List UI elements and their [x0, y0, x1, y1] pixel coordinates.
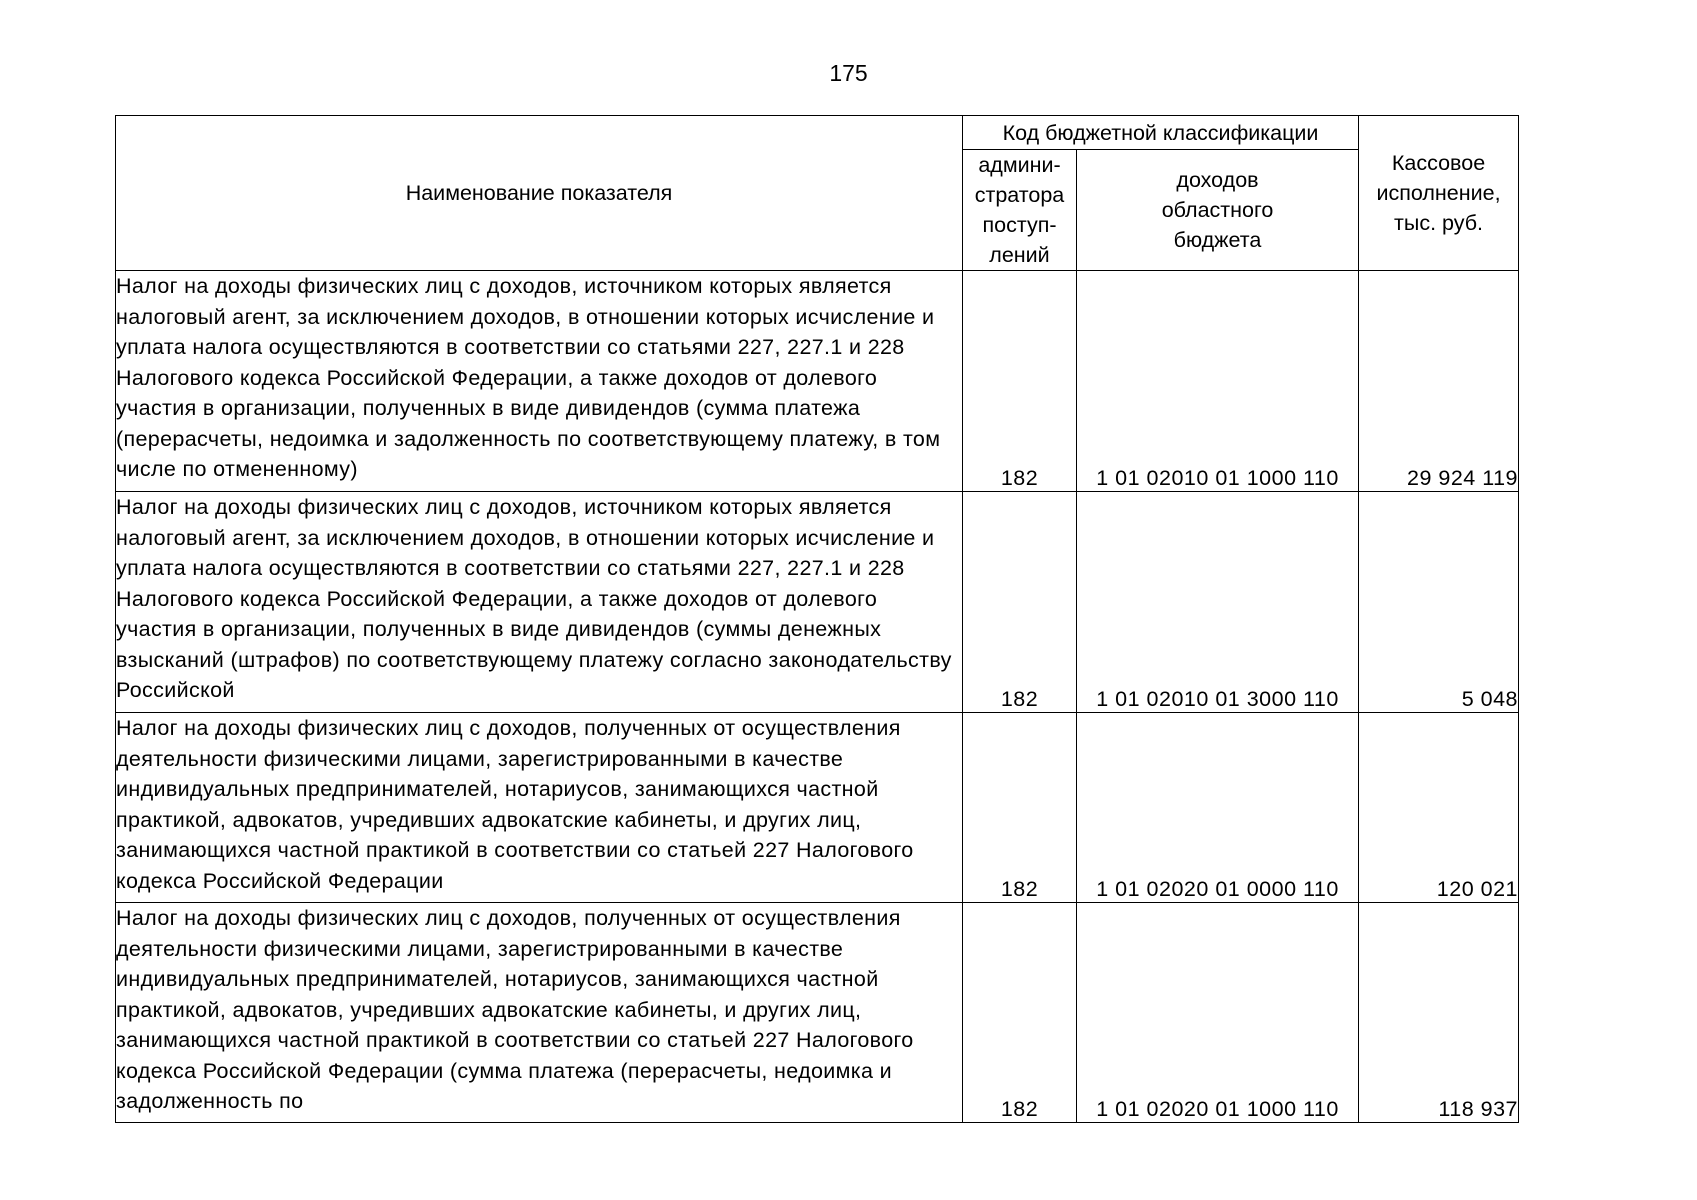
row-admin-code: 182 [963, 271, 1077, 492]
budget-table [115, 115, 1519, 1123]
header-income: доходов областного бюджета [1077, 150, 1359, 271]
row-budget-code: 1 01 02020 01 0000 110 [1077, 713, 1359, 903]
row-indicator-name [116, 492, 963, 713]
row-indicator-text: Налог на доходы физических лиц с доходов, источником которых является налоговый агент, за исключением доходов, в отношении которых исчисление и уплата налога осуществляются в соответствии со статьями 227, 227.1 и 228 Налогового кодекса Российской Федерации, а также доходов от долевого участия в организации, полученных в виде дивидендов (сумма платежа (перерасчеты, недоимка и задолженность по соответствующему платежу, в том числе по отмененному) [116, 274, 941, 481]
row-amount: 5 048 [1359, 492, 1519, 713]
row-admin-code: 182 [963, 903, 1077, 1123]
row-indicator-name [116, 903, 963, 1123]
header-admin: админи- стратора поступ- лений [963, 150, 1077, 271]
row-amount: 120 021 [1359, 713, 1519, 903]
page-number: 175 [829, 60, 868, 86]
table-row [116, 271, 1519, 492]
header-indicator-name: Наименование показателя [116, 116, 963, 271]
row-budget-code: 1 01 02010 01 3000 110 [1077, 492, 1359, 713]
header-row-top [116, 116, 1519, 150]
table-row [116, 492, 1519, 713]
header-cash-execution: Кассовое исполнение, тыс. руб. [1359, 116, 1519, 271]
table-row [116, 903, 1519, 1123]
row-amount: 118 937 [1359, 903, 1519, 1123]
row-admin-code: 182 [963, 713, 1077, 903]
table-row [116, 713, 1519, 903]
row-budget-code: 1 01 02010 01 1000 110 [1077, 271, 1359, 492]
row-indicator-name [116, 713, 963, 903]
row-indicator-name [116, 271, 963, 492]
row-indicator-text: Налог на доходы физических лиц с доходов, полученных от осуществления деятельности физическими лицами, зарегистрированными в качестве индивидуальных предпринимателей, нотариусов, занимающихся частной практикой, адвокатов, учредивших адвокатские кабинеты, и других лиц, занимающихся частной практикой в соответствии со статьей 227 Налогового кодекса Российской Федерации [116, 716, 914, 893]
row-indicator-text: Налог на доходы физических лиц с доходов, источником которых является налоговый агент, за исключением доходов, в отношении которых исчисление и уплата налога осуществляются в соответствии со статьями 227, 227.1 и 228 Налогового кодекса Российской Федерации, а также доходов от долевого участия в организации, полученных в виде дивидендов (суммы денежных взысканий (штрафов) по соответствующему платежу согласно законодательству Российской [116, 495, 952, 702]
row-budget-code: 1 01 02020 01 1000 110 [1077, 903, 1359, 1123]
row-indicator-text: Налог на доходы физических лиц с доходов, полученных от осуществления деятельности физическими лицами, зарегистрированными в качестве индивидуальных предпринимателей, нотариусов, занимающихся частной практикой, адвокатов, учредивших адвокатские кабинеты, и других лиц, занимающихся частной практикой в соответствии со статьей 227 Налогового кодекса Российской Федерации (сумма платежа (перерасчеты, недоимка и задолженность по [116, 906, 914, 1113]
row-amount: 29 924 119 [1359, 271, 1519, 492]
header-classification-code: Код бюджетной классификации [963, 116, 1359, 150]
row-admin-code: 182 [963, 492, 1077, 713]
